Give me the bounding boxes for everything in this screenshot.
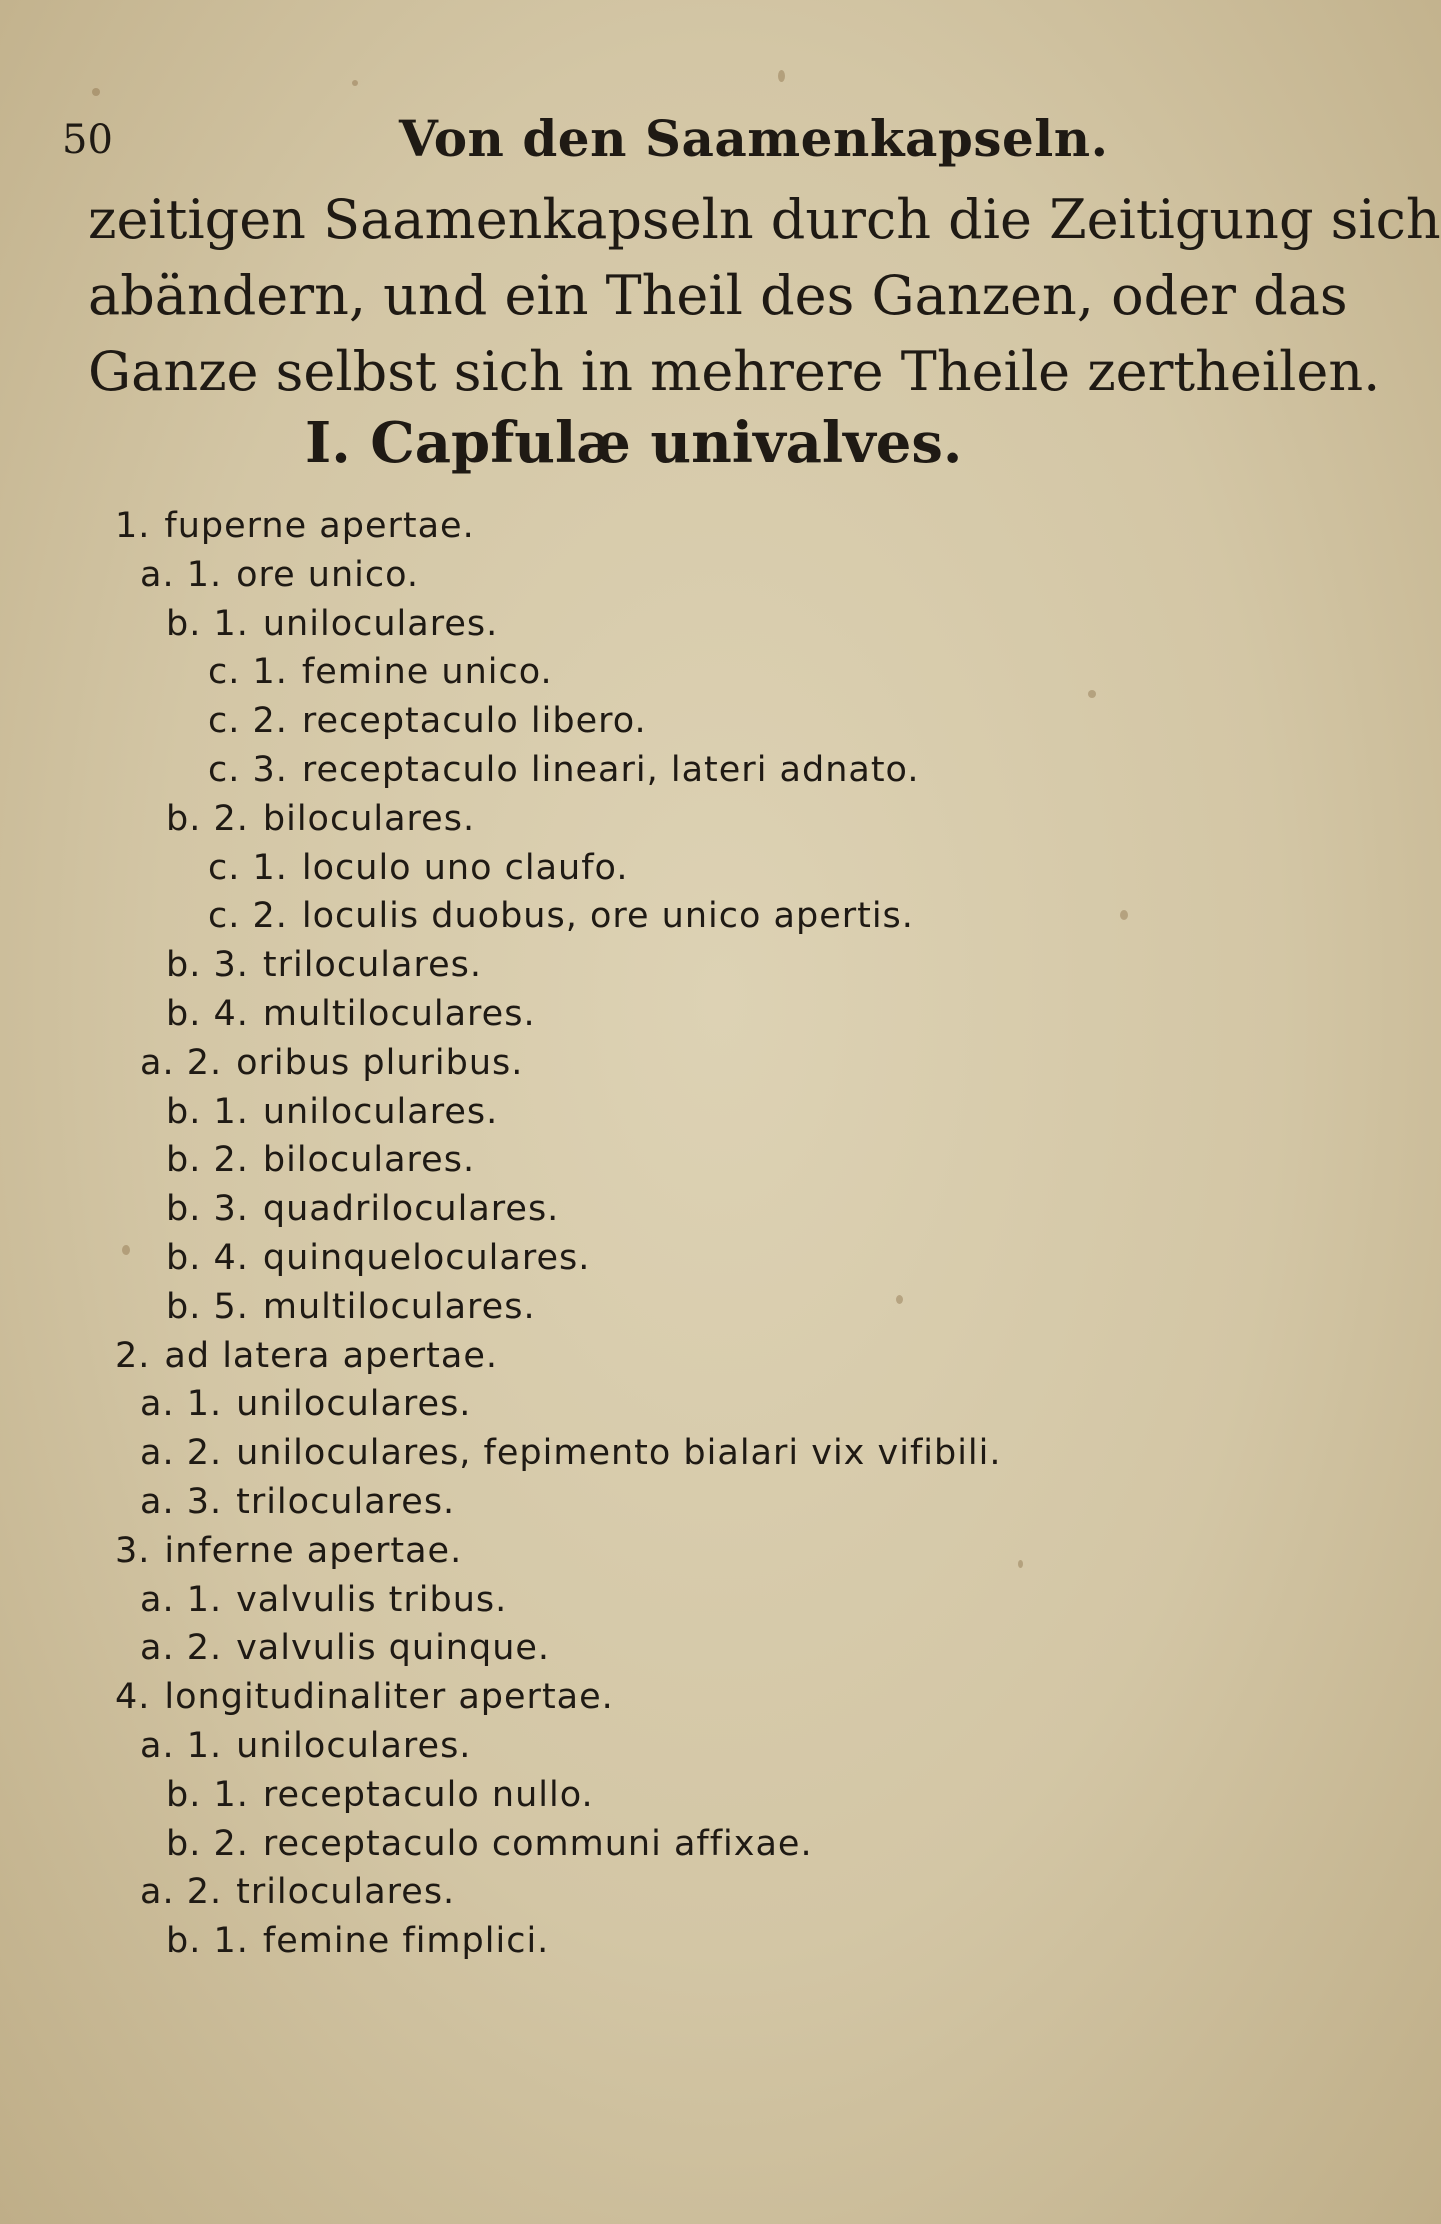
outline-row <box>115 1528 462 1574</box>
german-line-2: abändern, und ein Theil des Ganzen, oder das <box>88 264 1348 327</box>
outline-row <box>166 1137 475 1183</box>
outline-marker: 4. <box>115 1677 151 1718</box>
outline-marker: b. 1. <box>166 1774 249 1815</box>
foxing-spot <box>896 1295 903 1304</box>
outline-marker: a. 1. <box>140 554 223 595</box>
outline-text: fuperne apertae. <box>164 506 475 546</box>
outline-marker: c. 1. <box>208 847 288 888</box>
outline-row <box>208 845 628 891</box>
foxing-spot <box>1120 910 1128 920</box>
outline-row <box>115 503 475 549</box>
outline-marker: b. 5. <box>166 1286 249 1327</box>
outline-marker: a. 1. <box>140 1384 223 1425</box>
outline-marker: b. 2. <box>166 1140 249 1181</box>
outline-text: quinqueloculares. <box>262 1238 591 1278</box>
outline-row <box>140 1381 471 1427</box>
outline-text: uniloculares. <box>262 603 499 644</box>
foxing-spot <box>1088 690 1096 698</box>
outline-marker: 2. <box>115 1335 151 1376</box>
outline-text: triloculares. <box>236 1872 456 1913</box>
running-head: Von den Saamenkapseln. <box>399 109 1109 168</box>
outline-marker: b. 3. <box>166 1189 249 1230</box>
outline-text: oribus pluribus. <box>236 1042 524 1083</box>
outline-marker: b. 2. <box>166 1823 249 1864</box>
outline-marker: c. 2. <box>208 896 288 937</box>
page-number: 50 <box>62 117 113 163</box>
outline-row <box>140 1723 471 1769</box>
outline-marker: b. 4. <box>166 994 249 1034</box>
outline-marker: b. 4. <box>166 1238 249 1278</box>
outline-row <box>140 1577 507 1623</box>
section-title: I. Capfulæ univalves. <box>305 410 963 476</box>
outline-row <box>140 552 419 598</box>
outline-row <box>166 991 536 1037</box>
outline-text: multiloculares. <box>262 1286 536 1327</box>
outline-marker: b. 1. <box>166 1921 249 1962</box>
outline-text: femine unico. <box>301 652 553 693</box>
foxing-spot <box>122 1245 130 1255</box>
outline-text: uniloculares. <box>236 1726 472 1766</box>
outline-row <box>166 1235 590 1281</box>
foxing-spot <box>778 70 785 82</box>
outline-text: triloculares. <box>262 945 482 986</box>
german-line-1: zeitigen Saamenkapseln durch die Zeitigung sich <box>88 188 1441 251</box>
outline-text: uniloculares. <box>236 1384 472 1425</box>
outline-row <box>140 1430 1002 1476</box>
foxing-spot <box>92 88 100 96</box>
outline-text: biloculares. <box>262 1140 476 1181</box>
outline-text: receptaculo lineari, lateri adnato. <box>301 750 920 790</box>
outline-text: biloculares. <box>262 798 476 839</box>
outline-row <box>140 1479 455 1525</box>
outline-marker: c. 1. <box>208 652 288 693</box>
outline-marker: a. 2. <box>140 1872 223 1913</box>
outline-row <box>140 1625 550 1671</box>
outline-marker: 3. <box>115 1530 151 1571</box>
outline-marker: a. 1. <box>140 1726 223 1766</box>
outline-text: uniloculares. <box>262 1091 499 1132</box>
outline-marker: a. 2. <box>140 1433 223 1474</box>
outline-row <box>166 796 475 842</box>
outline-text: receptaculo libero. <box>301 701 647 742</box>
outline-marker: a. 2. <box>140 1042 223 1083</box>
outline-row <box>166 1284 536 1330</box>
outline-row <box>166 1821 813 1867</box>
outline-row <box>208 698 647 744</box>
outline-text: loculo uno claufo. <box>301 847 629 888</box>
outline-text: valvulis tribus. <box>236 1579 508 1620</box>
outline-marker: a. 3. <box>140 1482 223 1522</box>
outline-row <box>140 1869 455 1915</box>
outline-row <box>208 893 914 939</box>
outline-text: quadriloculares. <box>262 1189 560 1230</box>
outline-row <box>208 747 919 793</box>
outline-row <box>166 1772 594 1818</box>
outline-marker: a. 2. <box>140 1628 223 1669</box>
outline-text: valvulis quinque. <box>236 1628 551 1669</box>
outline-row <box>115 1333 498 1379</box>
outline-text: ad latera apertae. <box>164 1335 499 1376</box>
outline-text: receptaculo communi affixae. <box>262 1823 813 1864</box>
outline-marker: b. 3. <box>166 945 249 986</box>
outline-row <box>166 942 482 988</box>
outline-marker: b. 1. <box>166 603 249 644</box>
foxing-spot <box>352 80 358 86</box>
outline-row <box>115 1674 614 1720</box>
german-line-3: Ganze selbst sich in mehrere Theile zertheilen. <box>88 340 1381 403</box>
outline-row <box>166 1918 549 1964</box>
outline-marker: c. 2. <box>208 701 288 742</box>
outline-row <box>166 1089 498 1135</box>
outline-text: ore unico. <box>236 554 420 595</box>
outline-text: loculis duobus, ore unico apertis. <box>301 896 914 937</box>
outline-text: uniloculares, fepimento bialari vix vifibili. <box>236 1433 1002 1474</box>
outline-text: receptaculo nullo. <box>262 1774 594 1815</box>
outline-row <box>208 649 553 695</box>
outline-marker: b. 1. <box>166 1091 249 1132</box>
outline-marker: b. 2. <box>166 798 249 839</box>
outline-marker: 1. <box>115 506 151 546</box>
outline-text: inferne apertae. <box>164 1530 463 1571</box>
outline-row <box>166 1186 559 1232</box>
outline-text: multiloculares. <box>262 994 536 1034</box>
outline-row <box>166 601 498 647</box>
outline-marker: a. 1. <box>140 1579 223 1620</box>
outline-text: longitudinaliter apertae. <box>164 1677 614 1718</box>
outline-marker: c. 3. <box>208 750 288 790</box>
foxing-spot <box>1018 1560 1023 1568</box>
outline-text: triloculares. <box>236 1482 456 1522</box>
outline-text: femine fimplici. <box>262 1921 550 1962</box>
german-paragraph <box>88 182 1441 410</box>
page-header <box>62 105 1109 168</box>
outline-row <box>140 1040 523 1086</box>
